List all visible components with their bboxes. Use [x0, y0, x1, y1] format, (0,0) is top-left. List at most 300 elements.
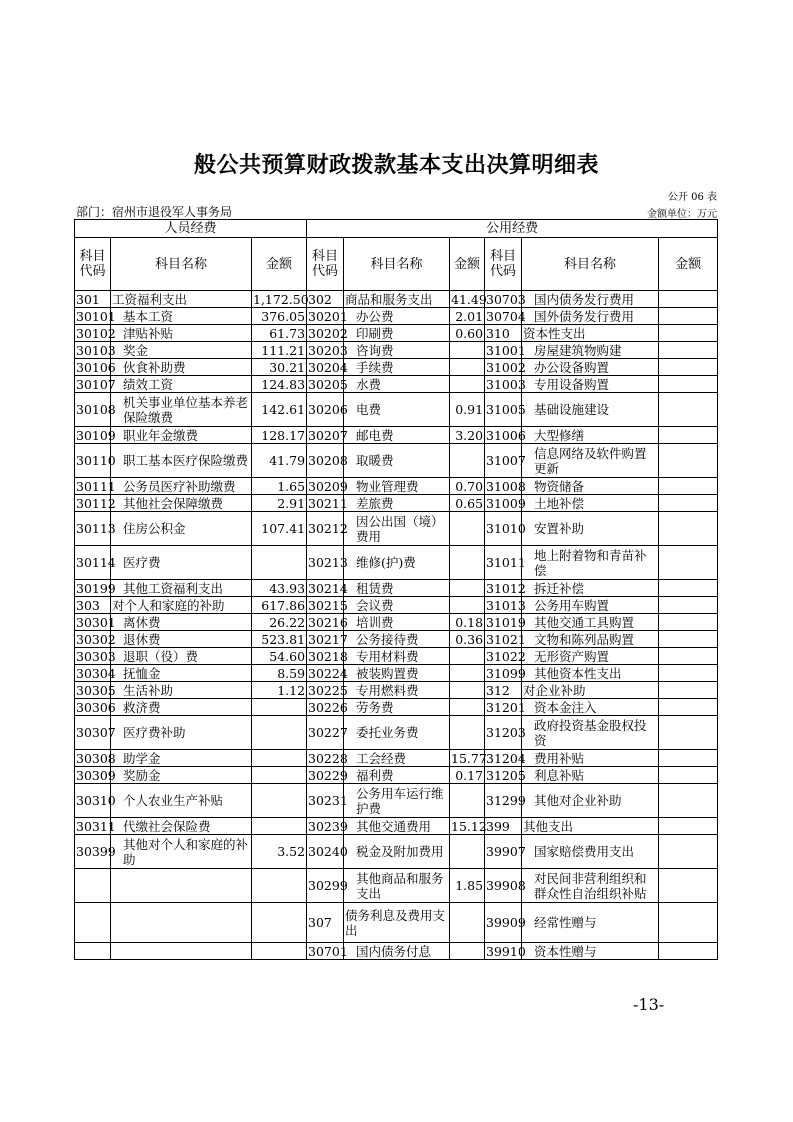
subject-name-cell: 取暖费	[344, 444, 450, 478]
amount-cell	[659, 291, 718, 308]
amount-cell	[252, 716, 307, 750]
subject-name-cell: 医疗费补助	[111, 716, 252, 750]
amount-cell: 0.17	[450, 767, 485, 784]
amount-cell: 41.49	[451, 291, 487, 307]
amount-cell	[659, 512, 718, 546]
table-row	[75, 682, 718, 699]
subject-name-cell: 职工基本医疗保险缴费	[111, 444, 252, 478]
amount-cell	[252, 767, 307, 784]
amount-cell	[450, 699, 485, 716]
amount-cell: 1.65	[252, 478, 307, 495]
amount-cell	[659, 903, 718, 943]
amount-cell	[659, 767, 718, 784]
table-row	[75, 444, 718, 478]
subject-code-cell: 30704	[486, 308, 526, 324]
subject-name-cell: 生活补助	[111, 682, 252, 699]
amount-cell	[659, 750, 718, 767]
subject-code-cell: 31012	[486, 580, 526, 596]
subject-name-cell: 其他对个人和家庭的补助	[111, 835, 252, 869]
header-name: 科目名称	[344, 238, 450, 291]
amount-cell: 1.12	[252, 682, 307, 699]
amount-cell	[450, 716, 485, 750]
subject-code-cell: 30229	[308, 767, 348, 783]
subject-name-cell: 伙食补助费	[111, 359, 252, 376]
table-row	[75, 648, 718, 665]
subject-name-cell: 工会经费	[344, 750, 450, 767]
subject-code-cell: 31022	[486, 648, 526, 664]
amount-cell: 0.36	[450, 631, 485, 648]
subject-name-cell: 水费	[344, 376, 450, 393]
amount-cell: 0.18	[450, 614, 485, 631]
subject-name-cell: 经常性赠与	[522, 903, 659, 943]
subject-code-cell: 30227	[307, 716, 344, 750]
subject-name-cell: 其他交通费用	[344, 818, 450, 835]
table-row	[75, 750, 718, 767]
table-row	[75, 597, 718, 614]
table-row	[75, 546, 718, 580]
amount-cell: 617.86	[252, 597, 307, 614]
amount-cell	[659, 478, 718, 495]
subject-name-cell: 租赁费	[344, 580, 450, 597]
amount-cell: 3.52	[252, 835, 307, 869]
subject-code-cell: 31013	[486, 597, 526, 613]
subject-code-cell: 30224	[308, 665, 348, 681]
subject-code-cell: 30303	[76, 648, 116, 664]
subject-name-cell: 津贴补贴	[111, 325, 252, 342]
subject-name-cell: 地上附着物和青苗补偿	[522, 546, 659, 580]
table-row	[75, 427, 718, 444]
amount-cell	[659, 818, 718, 835]
subject-name-cell: 手续费	[344, 359, 450, 376]
subject-code-cell: 30239	[308, 818, 348, 834]
amount-cell: 15.77	[451, 750, 487, 766]
subject-code-cell: 31008	[486, 478, 526, 494]
subject-name-cell: 因公出国（境）费用	[344, 512, 450, 546]
amount-cell	[659, 682, 718, 699]
table-row	[75, 631, 718, 648]
amount-cell	[659, 427, 718, 444]
subject-name-cell: 助学金	[111, 750, 252, 767]
subject-code-cell: 30308	[76, 750, 116, 766]
amount-cell	[659, 716, 718, 750]
amount-cell	[659, 580, 718, 597]
subject-name-cell: 会议费	[344, 597, 450, 614]
amount-cell	[450, 444, 485, 478]
subject-code-cell: 30101	[76, 308, 116, 324]
subject-name-cell: 基础设施建设	[522, 393, 659, 427]
subject-code-cell: 30103	[76, 342, 116, 358]
subject-code-cell: 31001	[486, 342, 526, 358]
subject-code-cell: 30217	[308, 631, 348, 647]
form-number: 公开 06 表	[667, 192, 717, 203]
group-personnel: 人员经费	[75, 220, 307, 238]
subject-name-cell: 办公设备购置	[522, 359, 659, 376]
amount-cell	[252, 784, 307, 818]
amount-cell	[659, 359, 718, 376]
subject-code-cell: 30226	[308, 699, 348, 715]
subject-code-cell: 30111	[76, 478, 116, 494]
subject-code-cell: 30231	[307, 784, 344, 818]
subject-code-cell: 307	[307, 903, 344, 943]
table-row	[75, 308, 718, 325]
subject-name-cell: 电费	[344, 393, 450, 427]
subject-code-cell: 30216	[308, 614, 348, 630]
subject-name-cell: 资本性支出	[522, 325, 659, 342]
amount-cell	[659, 393, 718, 427]
subject-code-cell: 31201	[486, 699, 526, 715]
subject-name-cell: 福利费	[344, 767, 450, 784]
amount-cell	[659, 308, 718, 325]
subject-name-cell: 退职（役）费	[111, 648, 252, 665]
subject-code-cell: 30399	[75, 835, 111, 869]
subject-code-cell: 30309	[76, 767, 116, 783]
subject-code-cell	[75, 943, 111, 960]
header-amount: 金额	[450, 238, 485, 291]
amount-cell: 0.91	[450, 393, 485, 427]
subject-name-cell: 劳务费	[344, 699, 450, 716]
subject-name-cell: 救济费	[111, 699, 252, 716]
amount-cell: 41.79	[252, 444, 307, 478]
subject-name-cell: 政府投资基金股权投资	[522, 716, 659, 750]
subject-name-cell: 资本性赠与	[522, 943, 659, 960]
subject-code-cell: 30109	[76, 427, 116, 443]
header-amount: 金额	[252, 238, 307, 291]
subject-code-cell: 30209	[308, 478, 348, 494]
subject-name-cell: 公务用车购置	[522, 597, 659, 614]
unit-label: 金额单位：万元	[647, 209, 717, 220]
subject-code-cell: 31203	[485, 716, 522, 750]
subject-code-cell: 30113	[75, 512, 111, 546]
subject-name-cell: 绩效工资	[111, 376, 252, 393]
amount-cell	[450, 512, 485, 546]
subject-code-cell: 30225	[308, 682, 348, 698]
expenditure-table	[74, 219, 718, 960]
subject-name-cell	[111, 903, 252, 943]
subject-name-cell: 土地补偿	[522, 495, 659, 512]
amount-cell: 2.91	[252, 495, 307, 512]
amount-cell	[252, 818, 307, 835]
amount-cell	[450, 648, 485, 665]
subject-code-cell: 30106	[76, 359, 116, 375]
table-row	[75, 716, 718, 750]
subject-name-cell	[111, 943, 252, 960]
subject-code-cell	[75, 869, 111, 903]
subject-name-cell: 对民间非营利组织和群众性自治组织补贴	[522, 869, 659, 903]
subject-code-cell: 399	[485, 818, 522, 835]
subject-code-cell: 30112	[76, 495, 116, 511]
amount-cell	[659, 699, 718, 716]
subject-code-cell: 30306	[76, 699, 116, 715]
subject-code-cell: 31006	[486, 427, 526, 443]
table-row	[75, 665, 718, 682]
subject-name-cell: 代缴社会保险费	[111, 818, 252, 835]
subject-code-cell: 30701	[308, 943, 348, 959]
subject-name-cell: 债务利息及费用支出	[344, 903, 450, 943]
group-public: 公用经费	[307, 220, 718, 238]
subject-name-cell: 退休费	[111, 631, 252, 648]
subject-code-cell: 30110	[75, 444, 111, 478]
subject-name-cell: 物业管理费	[344, 478, 450, 495]
subject-name-cell: 医疗费	[111, 546, 252, 580]
subject-name-cell: 专用材料费	[344, 648, 450, 665]
amount-cell	[450, 597, 485, 614]
subject-name-cell: 国内债务付息	[344, 943, 450, 960]
table-row	[75, 903, 718, 943]
amount-cell	[659, 376, 718, 393]
amount-cell: 0.70	[450, 478, 485, 495]
subject-code-cell: 39908	[485, 869, 522, 903]
page-number: -13-	[633, 995, 665, 1014]
subject-name-cell: 专用燃料费	[344, 682, 450, 699]
amount-cell	[252, 903, 307, 943]
subject-code-cell	[75, 903, 111, 943]
table-row	[75, 614, 718, 631]
amount-cell	[450, 580, 485, 597]
subject-name-cell: 无形资产购置	[522, 648, 659, 665]
subject-name-cell: 房屋建筑物购建	[522, 342, 659, 359]
subject-name-cell: 其他商品和服务支出	[344, 869, 450, 903]
subject-name-cell: 委托业务费	[344, 716, 450, 750]
amount-cell: 107.41	[252, 512, 307, 546]
subject-code-cell: 30302	[76, 631, 116, 647]
subject-name-cell: 邮电费	[344, 427, 450, 444]
table-row	[75, 784, 718, 818]
subject-name-cell: 办公费	[344, 308, 450, 325]
page-title: 般公共预算财政拨款基本支出决算明细表	[193, 152, 599, 178]
subject-code-cell: 31099	[486, 665, 526, 681]
subject-name-cell: 安置补助	[522, 512, 659, 546]
subject-code-cell: 30107	[76, 376, 116, 392]
header-name: 科目名称	[111, 238, 252, 291]
table-row	[75, 835, 718, 869]
subject-name-cell: 利息补贴	[522, 767, 659, 784]
subject-code-cell: 301	[75, 291, 111, 308]
table-row	[75, 342, 718, 359]
amount-cell: 111.21	[252, 342, 307, 359]
subject-code-cell: 30108	[75, 393, 111, 427]
subject-code-cell: 30240	[307, 835, 344, 869]
subject-code-cell: 30307	[75, 716, 111, 750]
table-row	[75, 393, 718, 427]
subject-code-cell: 31205	[486, 767, 526, 783]
subject-name-cell: 国家赔偿费用支出	[522, 835, 659, 869]
subject-code-cell: 30102	[76, 325, 116, 341]
amount-cell: 2.01	[450, 308, 485, 325]
subject-name-cell: 差旅费	[344, 495, 450, 512]
subject-code-cell: 31019	[486, 614, 526, 630]
subject-code-cell: 312	[485, 682, 522, 699]
table-row	[75, 767, 718, 784]
subject-code-cell: 30228	[308, 750, 348, 766]
subject-name-cell: 信息网络及软件购置更新	[522, 444, 659, 478]
amount-cell	[252, 546, 307, 580]
subject-name-cell: 专用设备购置	[522, 376, 659, 393]
subject-code-cell: 30206	[307, 393, 344, 427]
table-row	[75, 699, 718, 716]
subject-code-cell: 31021	[486, 631, 526, 647]
subject-code-cell: 31204	[486, 750, 526, 766]
amount-cell	[659, 342, 718, 359]
subject-code-cell: 31007	[485, 444, 522, 478]
subject-name-cell	[111, 869, 252, 903]
amount-cell: 26.22	[252, 614, 307, 631]
subject-name-cell: 维修(护)费	[344, 546, 450, 580]
subject-code-cell: 31002	[486, 359, 526, 375]
amount-cell	[450, 342, 485, 359]
subject-code-cell: 302	[307, 291, 344, 308]
subject-name-cell: 奖励金	[111, 767, 252, 784]
subject-code-cell: 31299	[485, 784, 522, 818]
table-row	[75, 359, 718, 376]
header-code: 科目代码	[75, 238, 111, 291]
table-row	[75, 291, 718, 308]
subject-code-cell: 310	[485, 325, 522, 342]
subject-code-cell: 31005	[485, 393, 522, 427]
subject-name-cell: 个人农业生产补贴	[111, 784, 252, 818]
subject-code-cell: 30201	[308, 308, 348, 324]
amount-cell: 61.73	[252, 325, 307, 342]
amount-cell	[450, 359, 485, 376]
table-row	[75, 478, 718, 495]
subject-name-cell: 职业年金缴费	[111, 427, 252, 444]
amount-cell: 376.05	[252, 308, 307, 325]
subject-code-cell: 39910	[486, 943, 526, 959]
header-code: 科目代码	[307, 238, 344, 291]
amount-cell: 0.60	[450, 325, 485, 342]
subject-name-cell: 印刷费	[344, 325, 450, 342]
subject-code-cell: 30208	[307, 444, 344, 478]
subject-name-cell: 税金及附加费用	[344, 835, 450, 869]
subject-code-cell: 303	[75, 597, 111, 614]
amount-cell: 1,172.50	[253, 291, 309, 307]
subject-name-cell: 其他支出	[522, 818, 659, 835]
subject-code-cell: 39909	[485, 903, 522, 943]
amount-cell	[450, 546, 485, 580]
subject-code-cell: 30199	[76, 580, 116, 596]
header-code: 科目代码	[485, 238, 522, 291]
subject-code-cell: 31011	[485, 546, 522, 580]
amount-cell	[659, 495, 718, 512]
subject-name-cell: 对企业补助	[522, 682, 659, 699]
amount-cell	[659, 325, 718, 342]
subject-name-cell: 公务接待费	[344, 631, 450, 648]
subject-code-cell: 39907	[485, 835, 522, 869]
amount-cell: 523.81	[252, 631, 307, 648]
amount-cell	[252, 943, 307, 960]
subject-name-cell: 国外债务发行费用	[522, 308, 659, 325]
subject-code-cell: 31009	[486, 495, 526, 511]
subject-name-cell: 对个人和家庭的补助	[111, 597, 252, 614]
subject-name-cell: 资本金注入	[522, 699, 659, 716]
subject-code-cell: 30215	[308, 597, 348, 613]
header-name: 科目名称	[522, 238, 659, 291]
amount-cell	[252, 869, 307, 903]
department-label: 部门：宿州市退役军人事务局	[76, 205, 233, 219]
subject-name-cell: 工资福利支出	[111, 291, 252, 308]
subject-code-cell: 30311	[76, 818, 116, 834]
amount-cell	[659, 546, 718, 580]
subject-name-cell: 公务用车运行维护费	[344, 784, 450, 818]
amount-cell	[659, 614, 718, 631]
amount-cell	[450, 682, 485, 699]
subject-code-cell: 30212	[307, 512, 344, 546]
amount-cell: 0.65	[450, 495, 485, 512]
subject-code-cell: 30202	[308, 325, 348, 341]
subject-name-cell: 物资储备	[522, 478, 659, 495]
amount-cell: 15.12	[451, 818, 487, 834]
subject-code-cell: 30213	[307, 546, 344, 580]
subject-code-cell: 31010	[485, 512, 522, 546]
amount-cell: 142.61	[252, 393, 307, 427]
amount-cell: 8.59	[252, 665, 307, 682]
amount-cell: 43.93	[252, 580, 307, 597]
table-row	[75, 512, 718, 546]
subject-name-cell: 公务员医疗补助缴费	[111, 478, 252, 495]
amount-cell	[659, 444, 718, 478]
subject-name-cell: 奖金	[111, 342, 252, 359]
subject-code-cell: 30207	[308, 427, 348, 443]
column-header-row	[75, 238, 718, 291]
subject-code-cell: 30214	[308, 580, 348, 596]
amount-cell: 3.20	[450, 427, 485, 444]
subject-name-cell: 离休费	[111, 614, 252, 631]
subject-name-cell: 大型修缮	[522, 427, 659, 444]
amount-cell	[659, 943, 718, 960]
amount-cell	[450, 835, 485, 869]
subject-code-cell: 30204	[308, 359, 348, 375]
subject-code-cell: 31003	[486, 376, 526, 392]
subject-code-cell: 30205	[308, 376, 348, 392]
subject-name-cell: 其他对企业补助	[522, 784, 659, 818]
table-row	[75, 943, 718, 960]
amount-cell: 30.21	[252, 359, 307, 376]
subject-code-cell: 30203	[308, 342, 348, 358]
amount-cell	[450, 376, 485, 393]
amount-cell: 124.83	[252, 376, 307, 393]
subject-code-cell: 30301	[76, 614, 116, 630]
subject-name-cell: 被装购置费	[344, 665, 450, 682]
subject-code-cell: 30310	[75, 784, 111, 818]
amount-cell	[659, 648, 718, 665]
subject-code-cell: 30211	[308, 495, 348, 511]
table-row	[75, 869, 718, 903]
amount-cell	[252, 699, 307, 716]
subject-name-cell: 商品和服务支出	[344, 291, 450, 308]
amount-cell	[659, 784, 718, 818]
subject-name-cell: 住房公积金	[111, 512, 252, 546]
amount-cell	[659, 597, 718, 614]
subject-name-cell: 其他资本性支出	[522, 665, 659, 682]
table-row	[75, 495, 718, 512]
subject-name-cell: 培训费	[344, 614, 450, 631]
table-row	[75, 580, 718, 597]
amount-cell	[659, 869, 718, 903]
subject-name-cell: 其他社会保障缴费	[111, 495, 252, 512]
subject-code-cell: 30703	[486, 291, 526, 307]
table-row	[75, 376, 718, 393]
subject-name-cell: 机关事业单位基本养老保险缴费	[111, 393, 252, 427]
subject-code-cell: 30218	[308, 648, 348, 664]
subject-code-cell: 30304	[76, 665, 116, 681]
subject-code-cell: 30305	[76, 682, 116, 698]
table-row	[75, 325, 718, 342]
header-amount: 金额	[659, 238, 718, 291]
table-row	[75, 818, 718, 835]
subject-name-cell: 基本工资	[111, 308, 252, 325]
subject-name-cell: 其他工资福利支出	[111, 580, 252, 597]
amount-cell	[450, 903, 485, 943]
amount-cell	[659, 631, 718, 648]
